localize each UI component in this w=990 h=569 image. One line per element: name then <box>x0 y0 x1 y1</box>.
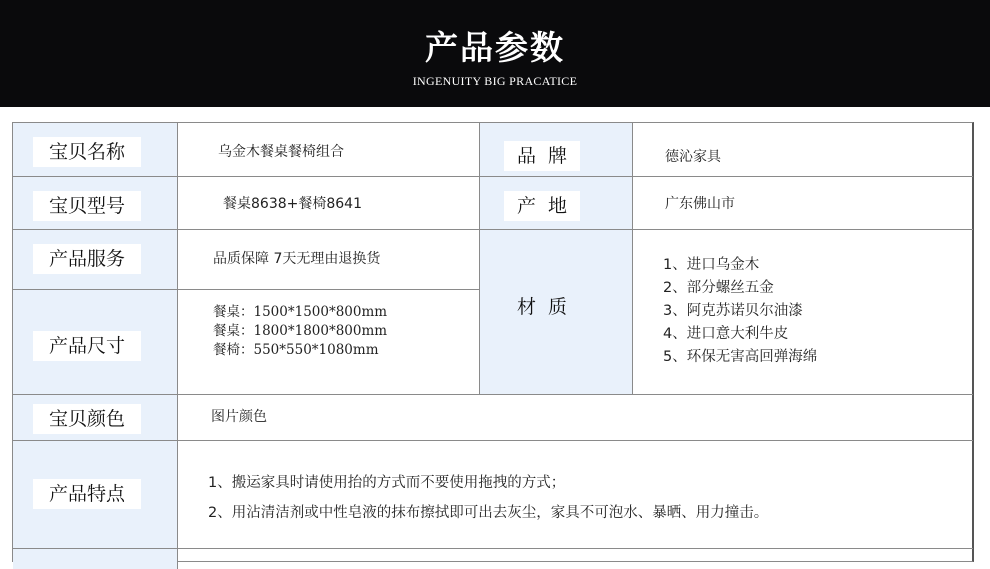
spec-label-cell-size <box>13 290 178 395</box>
spec-value-origin: 广东佛山市 <box>665 196 735 212</box>
spec-label-service: 产品服务 <box>33 244 141 274</box>
material-list <box>663 254 817 369</box>
spec-value-model: 餐桌8638+餐椅8641 <box>223 196 362 212</box>
header-banner <box>0 0 990 107</box>
spec-value-cell-material <box>633 230 973 395</box>
spec-label-cell-model <box>13 177 178 230</box>
spec-value-cell-size <box>178 290 480 395</box>
spec-label-cell-features <box>13 441 178 549</box>
spec-label-color: 宝贝颜色 <box>33 404 141 434</box>
size-list <box>213 303 387 360</box>
spec-label-material: 材 质 <box>516 296 568 318</box>
spec-table <box>12 122 974 562</box>
list-item: 2、用沾清洁剂或中性皂液的抹布擦拭即可出去灰尘，家具不可泡水、暴晒、用力撞击。 <box>208 505 769 521</box>
spec-value-cell-model <box>178 177 480 230</box>
spec-value-service: 品质保障 7天无理由退换货 <box>213 251 381 267</box>
spec-label-cell-material <box>480 230 633 395</box>
banner-subtitle: INGENUITY BIG PRACATICE <box>412 74 578 88</box>
spec-value-brand: 德沁家具 <box>665 149 721 165</box>
list-item: 餐桌：1500*1500*800mm <box>213 304 388 320</box>
spec-label-model: 宝贝型号 <box>33 191 141 221</box>
spec-value-cell-service <box>178 230 480 290</box>
spec-label-cell-name <box>13 123 178 177</box>
spec-label-cell-color <box>13 395 178 441</box>
spec-value-cell-name <box>178 123 480 177</box>
spec-value-cell-brand <box>633 123 973 177</box>
spec-value-cell-features <box>178 441 973 549</box>
features-list <box>208 468 768 528</box>
list-item: 2、部分螺丝五金 <box>663 280 774 296</box>
list-item: 1、进口乌金木 <box>663 257 760 273</box>
list-item: 4、进口意大利牛皮 <box>663 326 789 342</box>
spec-label-name: 宝贝名称 <box>33 137 141 167</box>
list-item: 餐椅：550*550*1080mm <box>213 342 379 358</box>
spec-label-features: 产品特点 <box>33 479 141 509</box>
spec-label-origin: 产 地 <box>504 191 580 221</box>
list-item: 3、阿克苏诺贝尔油漆 <box>663 303 803 319</box>
spec-label-cell-origin <box>480 177 633 230</box>
spec-value-cell-color <box>178 395 973 441</box>
list-item: 5、环保无害高回弹海绵 <box>663 349 818 365</box>
spec-label-cell-brand <box>480 123 633 177</box>
spec-value-color: 图片颜色 <box>211 409 267 425</box>
spec-label-brand: 品 牌 <box>504 141 580 171</box>
banner-title: 产品参数 <box>425 28 565 67</box>
spec-label-cell-next <box>13 549 178 569</box>
spec-label-size: 产品尺寸 <box>33 331 141 361</box>
list-item: 餐桌：1800*1800*800mm <box>213 323 388 339</box>
list-item: 1、搬运家具时请使用抬的方式而不要使用拖拽的方式； <box>208 475 566 491</box>
spec-value-cell-origin <box>633 177 973 230</box>
spec-label-cell-service <box>13 230 178 290</box>
spec-value-name: 乌金木餐桌餐椅组合 <box>218 144 344 160</box>
